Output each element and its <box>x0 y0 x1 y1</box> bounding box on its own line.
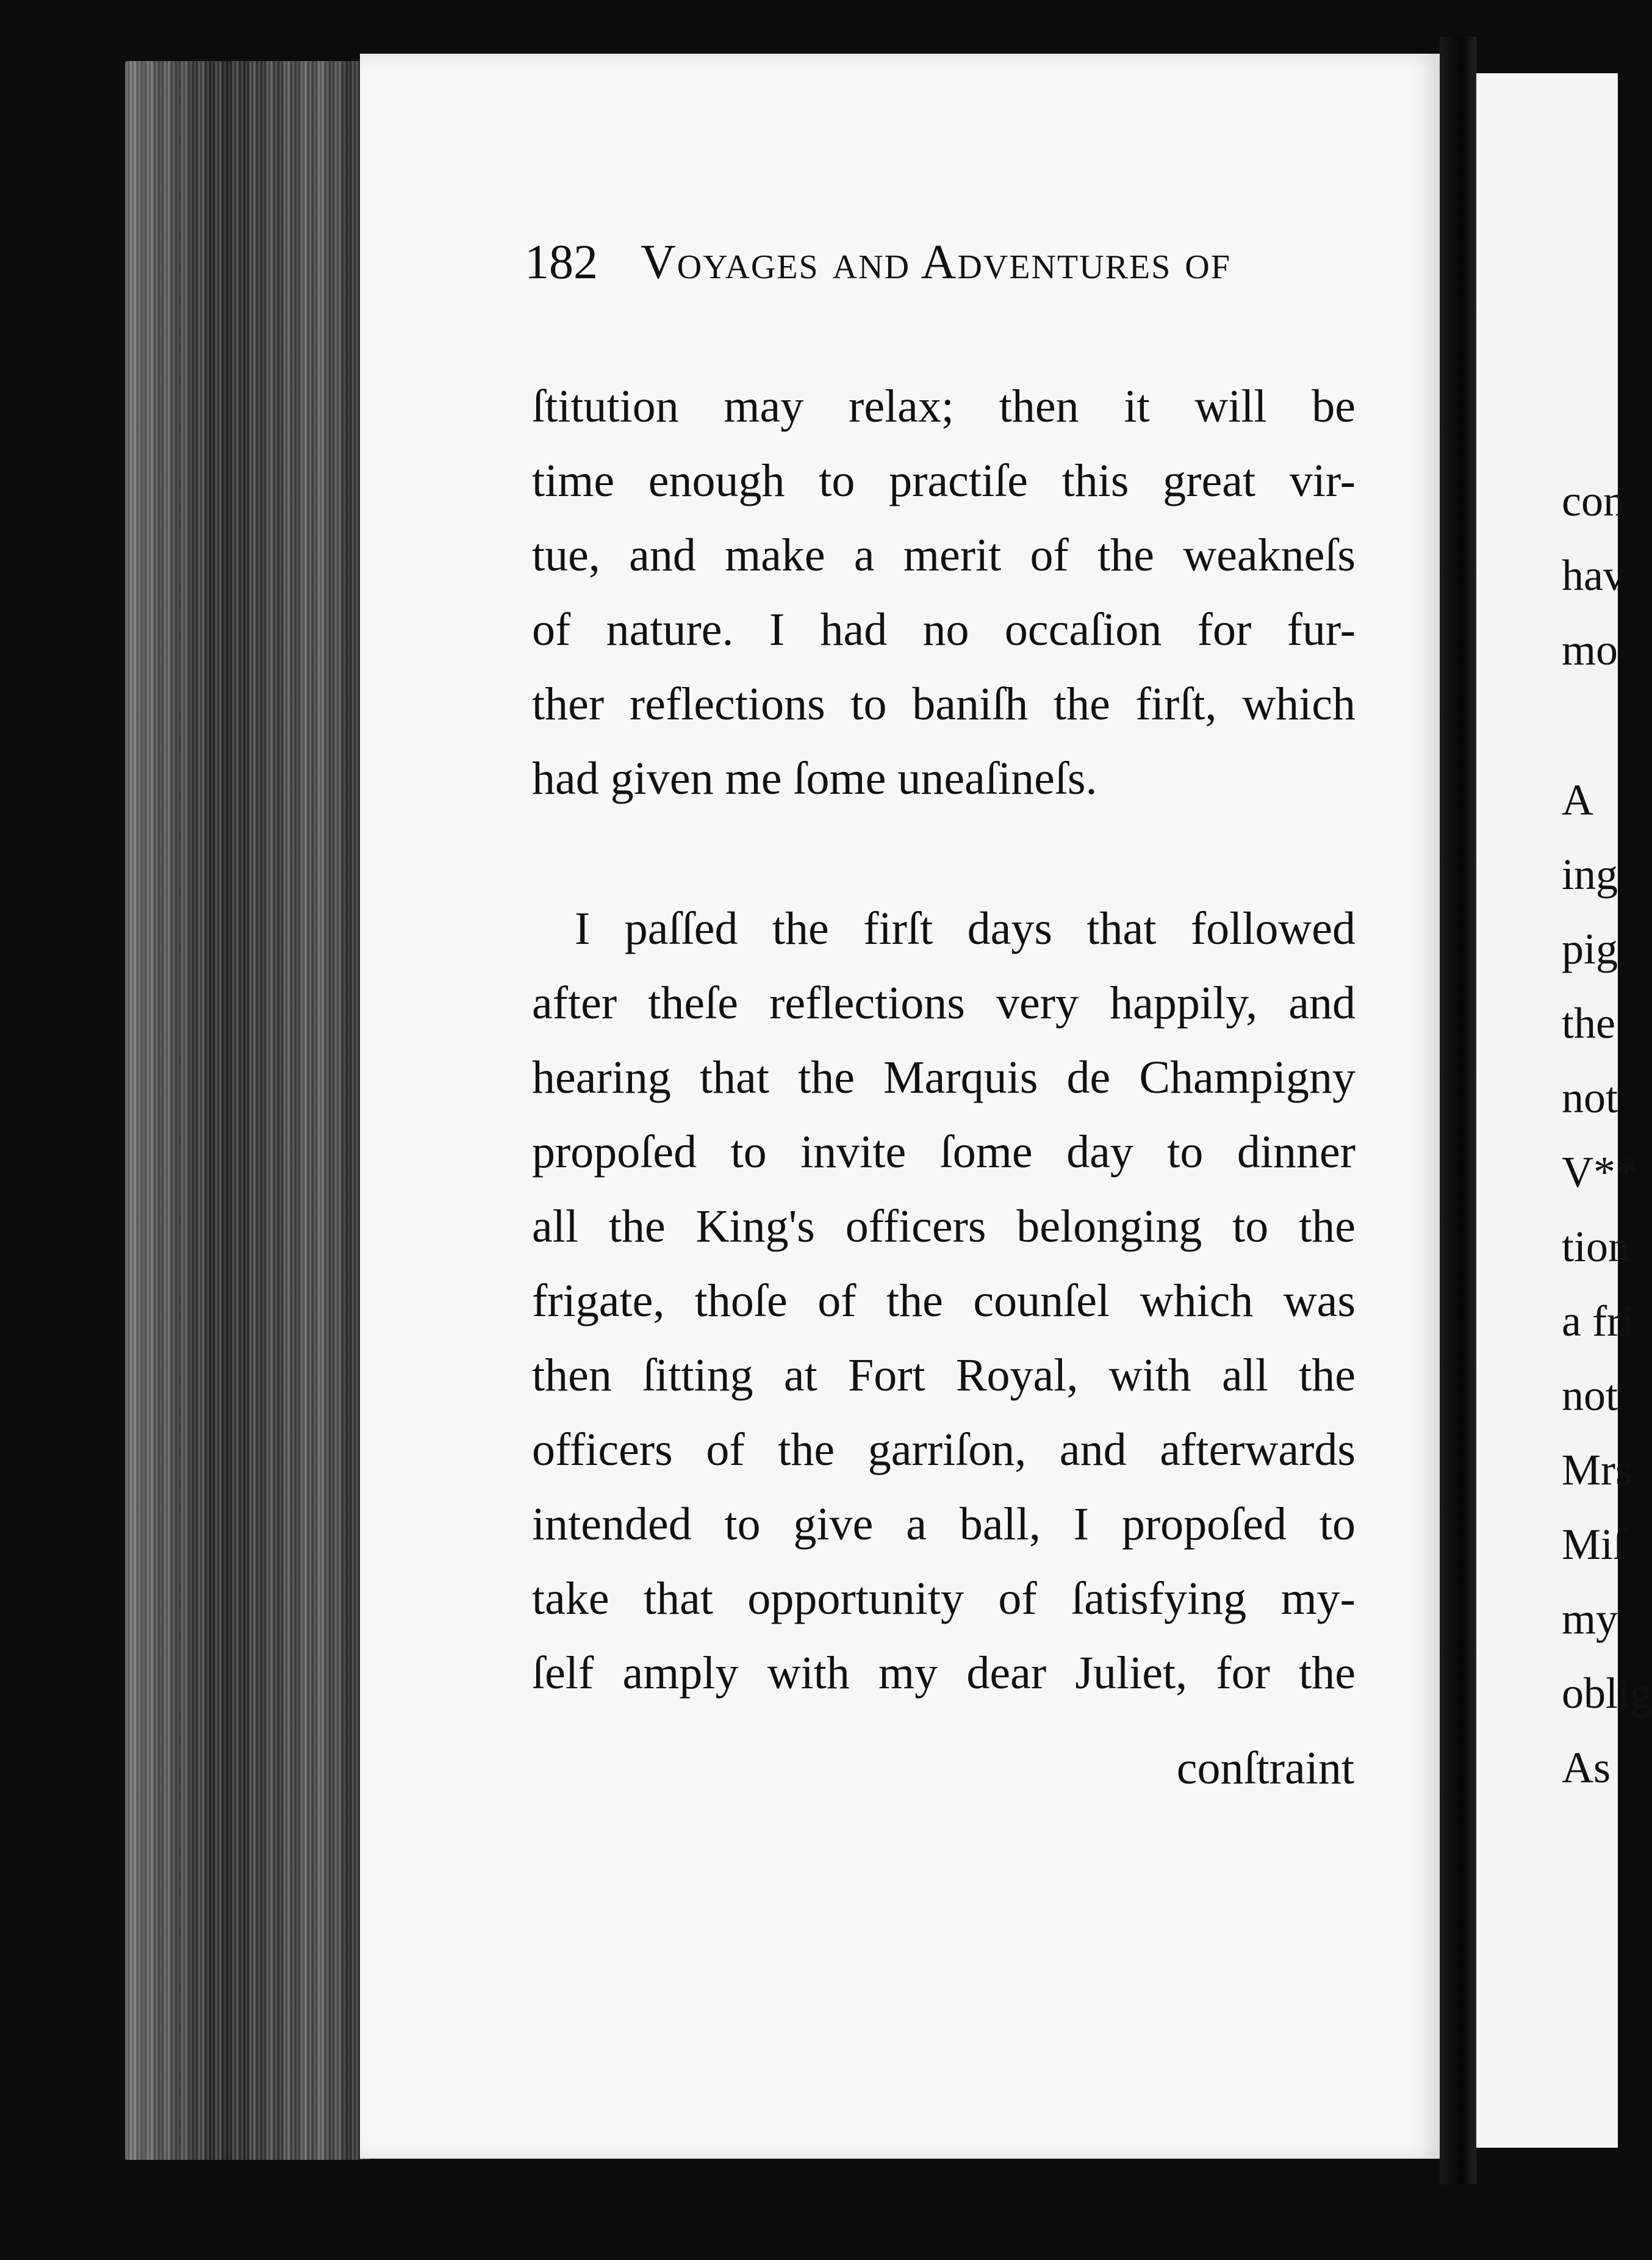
text-line: all the King's officers belonging to the <box>532 1201 1356 1252</box>
facing-line: the <box>1562 999 1615 1048</box>
facing-page-text <box>1562 464 1652 1805</box>
facing-line: not <box>1562 1073 1618 1122</box>
paragraph <box>532 369 1356 816</box>
facing-line: not <box>1562 1371 1618 1420</box>
facing-line: ing <box>1562 850 1618 899</box>
text-line: ther reflections to baniſh the firſt, which <box>532 678 1356 730</box>
text-line: of nature. I had no occaſion for fur- <box>532 604 1356 655</box>
text-line: time enough to practiſe this great vir- <box>532 455 1356 506</box>
running-title: Voyages and Adventures of <box>641 236 1231 289</box>
text-line: ſelf amply with my dear Juliet, for the <box>532 1647 1356 1699</box>
paragraph <box>532 891 1356 1710</box>
text-line: propoſed to invite ſome day to dinner <box>532 1126 1356 1178</box>
facing-gap <box>1562 687 1652 763</box>
facing-line: pig <box>1562 924 1618 973</box>
text-line: I paſſed the firſt days that followed <box>575 903 1356 954</box>
page-number: 182 <box>525 236 598 289</box>
text-line: had given me ſome uneaſineſs. <box>532 753 1097 804</box>
facing-line: mo <box>1562 625 1618 674</box>
facing-line: a fri <box>1562 1297 1634 1345</box>
facing-line: tion <box>1562 1222 1631 1271</box>
text-line: after theſe reflections very happily, and <box>532 977 1356 1029</box>
facing-line: con <box>1562 477 1625 525</box>
text-line: intended to give a ball, I propoſed to <box>532 1499 1356 1550</box>
paragraph-gap <box>532 816 1356 891</box>
facing-line: Mrs <box>1562 1445 1633 1494</box>
text-line: frigate, thoſe of the counſel which was <box>532 1275 1356 1326</box>
catchword: conſtraint <box>1176 1743 1354 1794</box>
facing-line: my <box>1562 1594 1618 1643</box>
facing-line: Miſ <box>1562 1520 1626 1569</box>
book-page-edges <box>125 61 369 2160</box>
text-line: officers of the garriſon, and afterwards <box>532 1424 1356 1475</box>
text-line: take that opportunity of ſatisfying my- <box>532 1573 1356 1624</box>
text-line: tue, and make a merit of the weakneſs <box>532 530 1356 581</box>
facing-page <box>1476 73 1652 2148</box>
body-text <box>532 369 1356 1710</box>
facing-line: A <box>1562 776 1593 824</box>
text-line: ſtitution may relax; then it will be <box>532 381 1356 432</box>
facing-line: As <box>1562 1743 1611 1792</box>
facing-line: hav <box>1562 551 1625 600</box>
book-gutter <box>1440 37 1476 2184</box>
text-line: then ſitting at Fort Royal, with all the <box>532 1350 1356 1401</box>
facing-line: oblig <box>1562 1669 1652 1718</box>
facing-line: V** <box>1562 1148 1637 1197</box>
text-line: hearing that the Marquis de Champigny <box>532 1052 1356 1103</box>
page-header <box>525 235 1354 290</box>
